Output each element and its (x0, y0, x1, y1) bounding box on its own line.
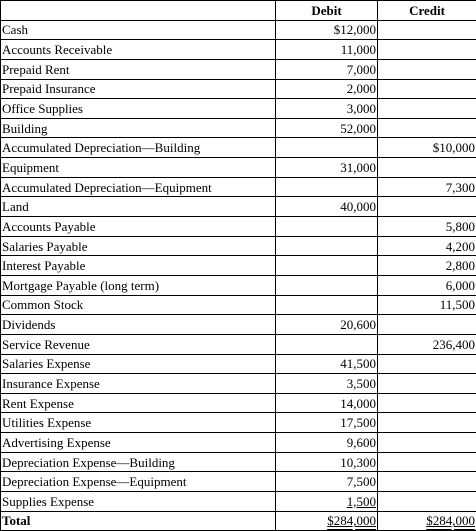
debit-amount: 10,300 (276, 452, 378, 472)
debit-amount (276, 256, 378, 276)
table-row (1, 374, 476, 394)
table-row (1, 20, 476, 40)
credit-amount (378, 79, 476, 99)
table-row (1, 236, 476, 256)
credit-amount (378, 20, 476, 40)
account-name: Prepaid Rent (1, 59, 276, 79)
debit-amount: $12,000 (276, 20, 378, 40)
debit-amount (276, 275, 378, 295)
account-name: Advertising Expense (1, 433, 276, 453)
debit-amount (276, 177, 378, 197)
credit-amount: 11,500 (378, 295, 476, 315)
credit-amount (378, 472, 476, 492)
credit-amount (378, 413, 476, 433)
total-credit-amount: $284,000 (426, 513, 475, 529)
account-name: Rent Expense (1, 393, 276, 413)
table-row (1, 256, 476, 276)
table-row (1, 40, 476, 60)
table-row (1, 158, 476, 178)
account-name: Equipment (1, 158, 276, 178)
credit-amount: 5,800 (378, 217, 476, 237)
account-name: Dividends (1, 315, 276, 335)
debit-amount: 7,500 (276, 472, 378, 492)
debit-amount: 20,600 (276, 315, 378, 335)
account-name: Salaries Payable (1, 236, 276, 256)
debit-amount (276, 138, 378, 158)
account-name: Interest Payable (1, 256, 276, 276)
table-row (1, 118, 476, 138)
table-row (1, 433, 476, 453)
total-credit-cell (378, 511, 476, 531)
account-name: Prepaid Insurance (1, 79, 276, 99)
table-row (1, 99, 476, 119)
credit-amount (378, 452, 476, 472)
account-name: Accounts Receivable (1, 40, 276, 60)
debit-amount: 3,500 (276, 374, 378, 394)
credit-amount (378, 374, 476, 394)
table-row (1, 472, 476, 492)
debit-amount: 41,500 (276, 354, 378, 374)
table-row (1, 59, 476, 79)
total-debit-cell (276, 511, 378, 531)
credit-amount: 236,400 (378, 334, 476, 354)
account-column-header (1, 1, 276, 21)
account-name: Mortgage Payable (long term) (1, 275, 276, 295)
credit-amount (378, 40, 476, 60)
debit-amount: 14,000 (276, 393, 378, 413)
debit-amount (276, 295, 378, 315)
total-row (1, 511, 476, 531)
table-row (1, 413, 476, 433)
credit-amount (378, 59, 476, 79)
debit-amount: 31,000 (276, 158, 378, 178)
credit-amount (378, 492, 476, 512)
debit-amount: 52,000 (276, 118, 378, 138)
debit-amount: 9,600 (276, 433, 378, 453)
credit-amount (378, 118, 476, 138)
account-name: Accumulated Depreciation—Equipment (1, 177, 276, 197)
table-row (1, 79, 476, 99)
debit-amount: 17,500 (276, 413, 378, 433)
account-name: Land (1, 197, 276, 217)
debit-amount (276, 334, 378, 354)
debit-amount (276, 217, 378, 237)
account-name: Insurance Expense (1, 374, 276, 394)
account-name: Common Stock (1, 295, 276, 315)
debit-amount (276, 236, 378, 256)
table-row (1, 177, 476, 197)
account-name: Building (1, 118, 276, 138)
credit-amount (378, 354, 476, 374)
credit-amount (378, 315, 476, 335)
table-row (1, 452, 476, 472)
debit-amount: 7,000 (276, 59, 378, 79)
debit-amount: 3,000 (276, 99, 378, 119)
credit-column-header: Credit (378, 1, 476, 21)
debit-amount: 40,000 (276, 197, 378, 217)
account-name: Cash (1, 20, 276, 40)
table-row (1, 138, 476, 158)
table-row (1, 197, 476, 217)
debit-amount: 2,000 (276, 79, 378, 99)
account-name: Depreciation Expense—Equipment (1, 472, 276, 492)
account-name: Office Supplies (1, 99, 276, 119)
table-row (1, 393, 476, 413)
credit-amount (378, 393, 476, 413)
account-name: Accounts Payable (1, 217, 276, 237)
header-row (1, 1, 476, 21)
table-row (1, 295, 476, 315)
debit-amount: 11,000 (276, 40, 378, 60)
credit-amount (378, 158, 476, 178)
credit-amount: $10,000 (378, 138, 476, 158)
table-row (1, 275, 476, 295)
table-row (1, 217, 476, 237)
credit-amount: 6,000 (378, 275, 476, 295)
table-row (1, 354, 476, 374)
account-name: Service Revenue (1, 334, 276, 354)
credit-amount (378, 197, 476, 217)
total-debit-amount: $284,000 (327, 513, 376, 529)
account-name: Accumulated Depreciation—Building (1, 138, 276, 158)
debit-amount: 1,500 (346, 493, 376, 509)
credit-amount (378, 433, 476, 453)
account-name: Supplies Expense (1, 492, 276, 512)
account-name: Salaries Expense (1, 354, 276, 374)
credit-amount: 7,300 (378, 177, 476, 197)
account-name: Utilities Expense (1, 413, 276, 433)
table-row (1, 315, 476, 335)
credit-amount: 2,800 (378, 256, 476, 276)
debit-column-header: Debit (276, 1, 378, 21)
total-label: Total (1, 511, 276, 531)
credit-amount (378, 99, 476, 119)
credit-amount: 4,200 (378, 236, 476, 256)
debit-amount-cell (276, 492, 378, 512)
account-name: Depreciation Expense—Building (1, 452, 276, 472)
table-row (1, 492, 476, 512)
table-row (1, 334, 476, 354)
